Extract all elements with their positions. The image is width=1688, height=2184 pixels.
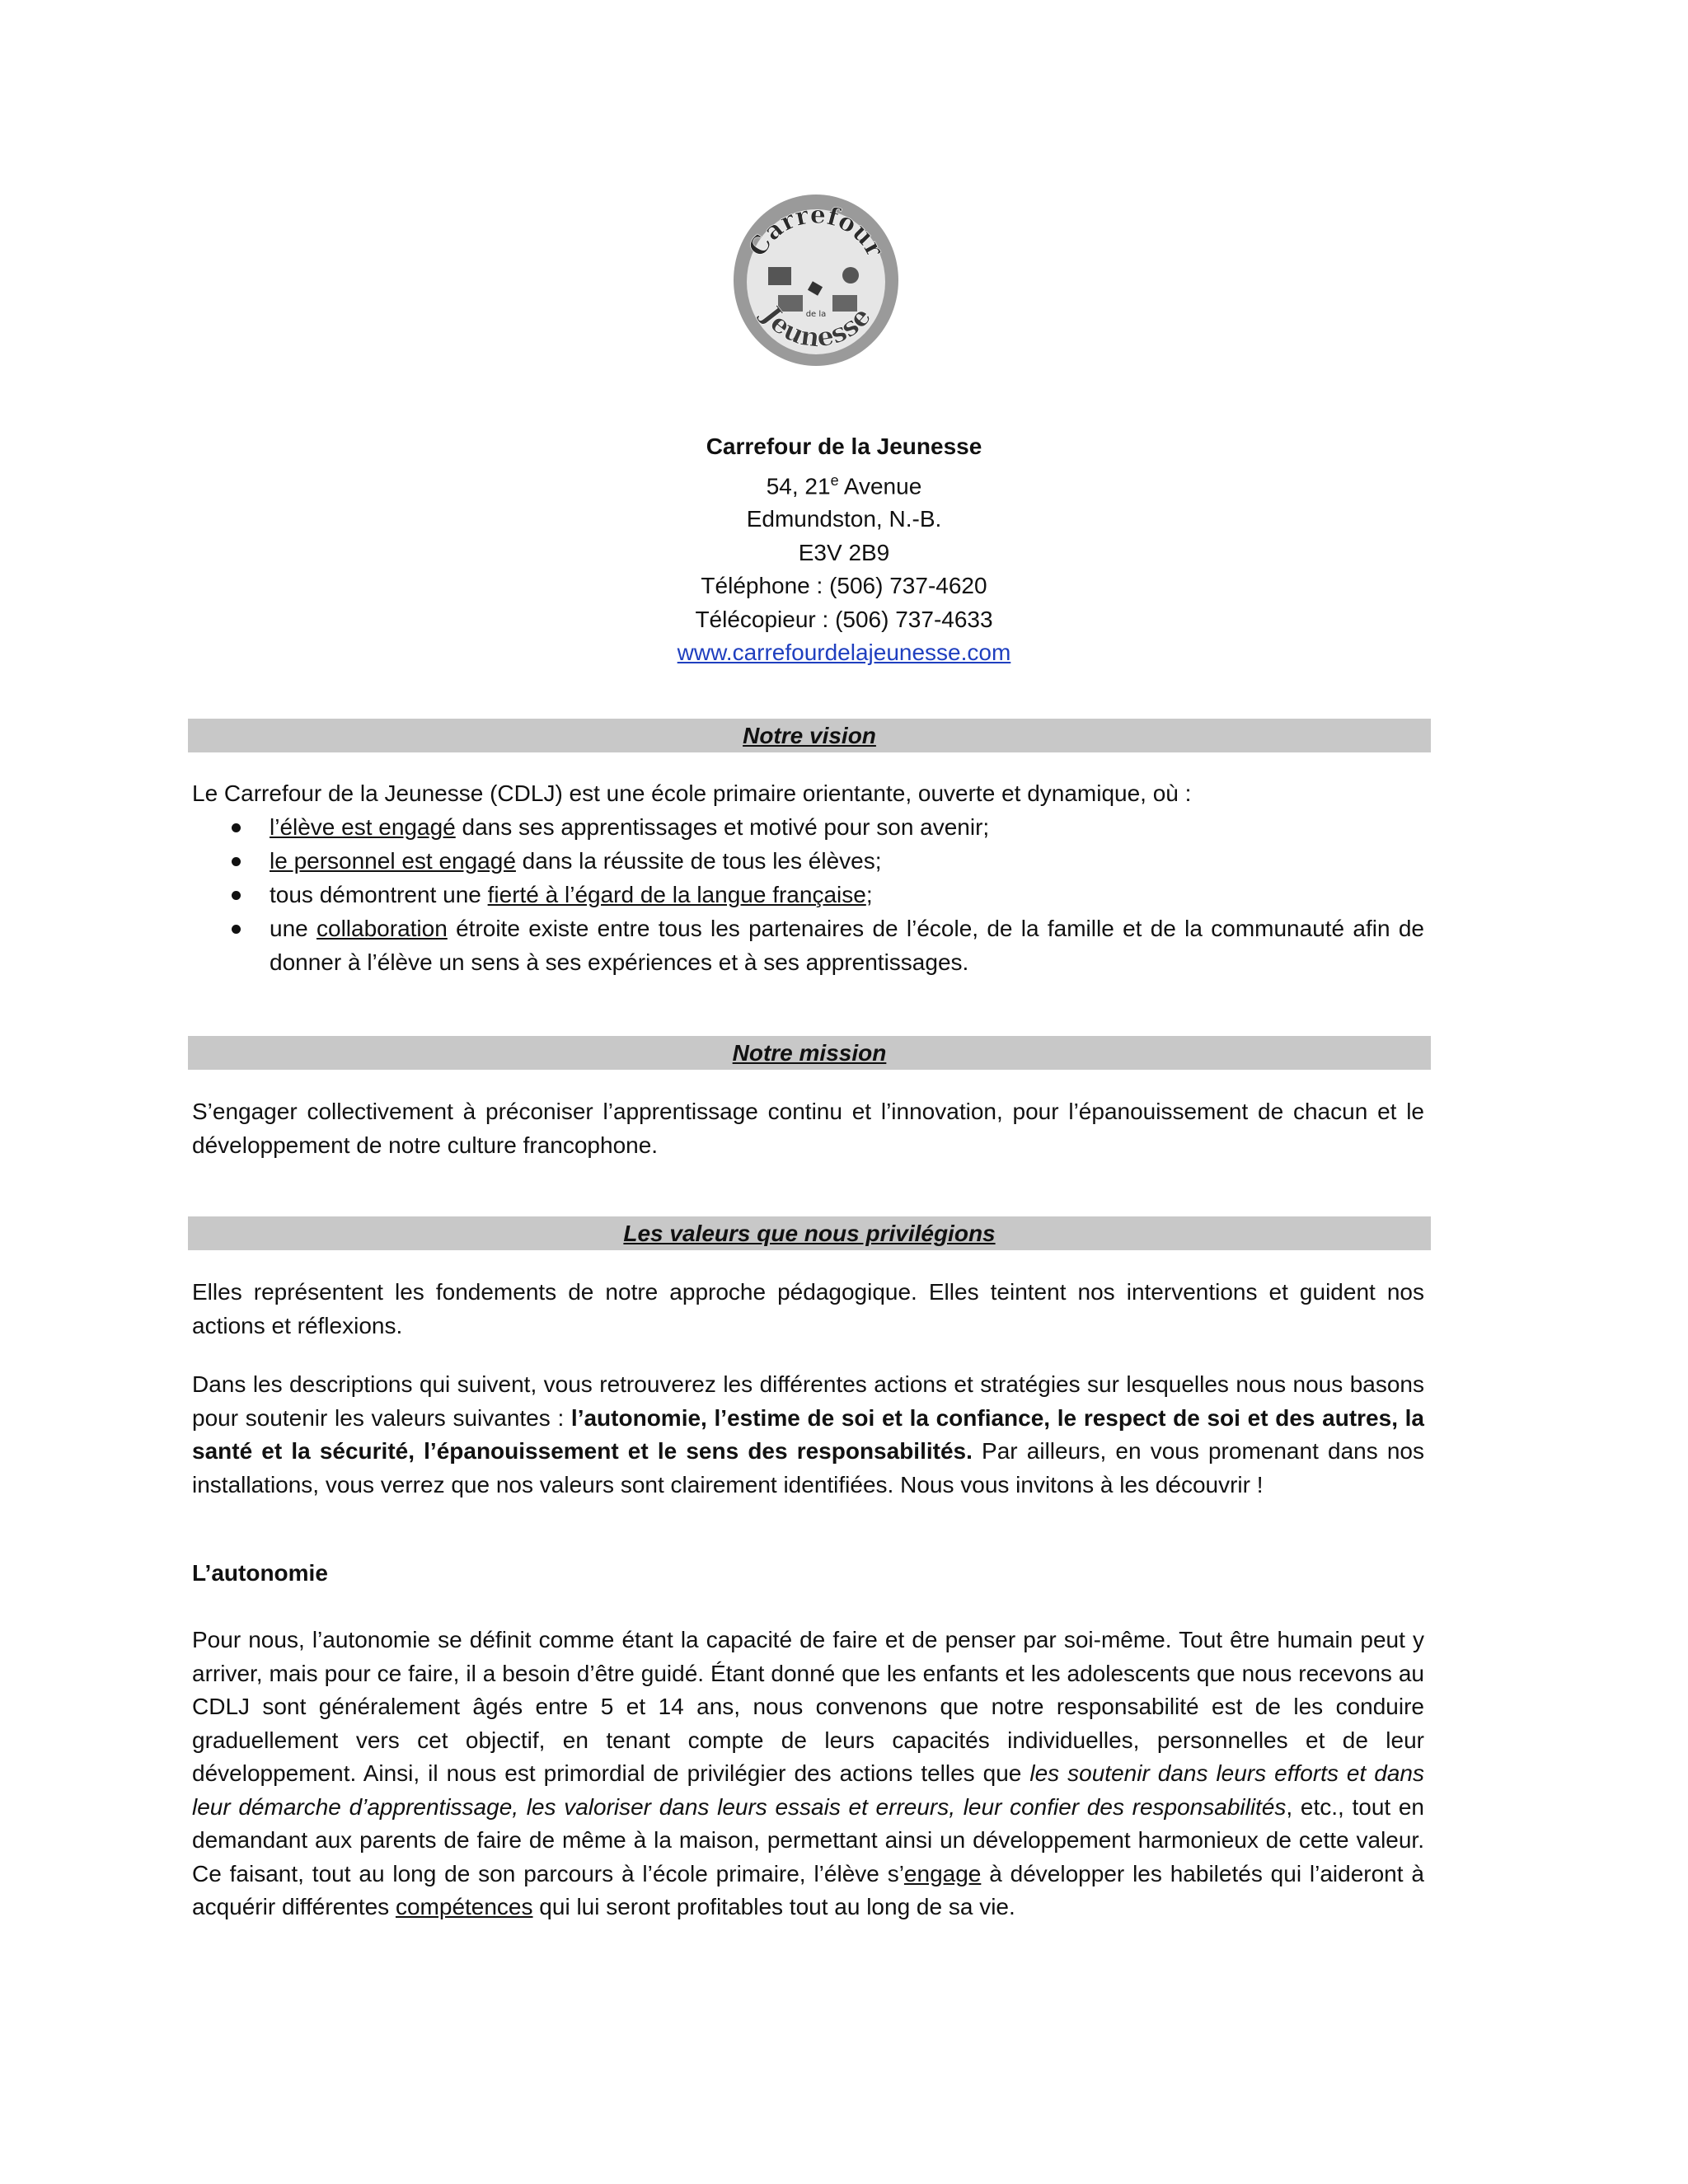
vision-heading: Notre vision — [188, 719, 1431, 752]
bullet-icon — [232, 857, 241, 866]
mission-paragraph — [192, 1095, 1424, 1162]
bullet-text: tous démontrent une — [270, 882, 488, 907]
org-name: Carrefour de la Jeunesse — [706, 434, 982, 459]
values-intro-text: Elles représentent les fondements de notre approche pédagogique. Elles teintent nos interventions et guident nos actions et réflexions. — [192, 1279, 1424, 1338]
phone-line: Téléphone : (506) 737-4620 — [701, 573, 987, 599]
bullet-text: dans la réussite de tous les élèves; — [515, 848, 882, 874]
values-intro-paragraph — [192, 1276, 1424, 1343]
bullet-text: une — [270, 916, 317, 941]
values-description-paragraph — [192, 1368, 1424, 1502]
fax-line: Télécopieur : (506) 737-4633 — [695, 606, 993, 632]
autonomie-italic: les soutenir dans leurs efforts et dans leur démarche d’apprentissage, les valoriser dans leurs essais et erreurs, leur confier des responsabilités — [192, 1760, 1424, 1820]
autonomie-text-4: qui lui seront profitables tout au long de sa vie. — [532, 1894, 1015, 1919]
postal-code: E3V 2B9 — [798, 539, 890, 565]
bullet-text: étroite existe entre tous les partenaires de l’école, de la famille et de la communauté afin de donner à l’élève un sens à ses expériences et à ses apprentissages. — [270, 916, 1424, 975]
autonomie-text-3: à développer les habiletés qui l’aideront à acquérir différentes — [192, 1860, 1424, 1919]
list-item — [192, 878, 1424, 912]
list-item — [192, 810, 1424, 844]
logo-text-bottom: Jeunesse — [756, 300, 878, 354]
bullet-emphasis: collaboration — [316, 916, 448, 941]
autonomie-text-2: , etc., tout en demandant aux parents de faire de même à la maison, permettant ainsi un développement harmonieux de cette valeur. Ce faisant, tout au long de son parcours à l’école primaire, l’élève s’ — [192, 1793, 1424, 1886]
mission-text: S’engager collectivement à préconiser l’apprentissage continu et l’innovation, pour l’épanouissement de chacun et le développement de notre culture francophone. — [192, 1099, 1424, 1158]
list-item — [192, 844, 1424, 878]
vision-bullet-list — [192, 810, 1424, 979]
street-line — [432, 464, 1256, 504]
autonomie-heading: L’autonomie — [192, 1560, 328, 1586]
bullet-icon — [232, 891, 241, 900]
bullet-icon — [232, 823, 241, 832]
street-number: 54, 21 — [766, 472, 831, 499]
city-line: Edmundston, N.-B. — [746, 506, 942, 532]
list-item — [192, 912, 1424, 979]
bullet-emphasis: le personnel est engagé — [270, 848, 516, 874]
address-block — [432, 430, 1256, 670]
logo-text-mid: de la — [805, 310, 827, 319]
website-link[interactable]: www.carrefourdelajeunesse.com — [677, 640, 1011, 666]
logo-graphic — [727, 191, 905, 369]
bullet-emphasis: l’élève est engagé — [270, 814, 456, 840]
engage-underlined: engage — [903, 1860, 982, 1886]
bullet-text: ; — [865, 882, 873, 907]
bullet-emphasis: fierté à l’égard de la langue française — [487, 882, 866, 907]
vision-intro-text: Le Carrefour de la Jeunesse (CDLJ) est une école primaire orientante, ouverte et dynamique, où : — [192, 780, 1192, 806]
school-logo — [727, 191, 905, 369]
autonomie-paragraph — [192, 1624, 1424, 1924]
street-rest: Avenue — [838, 472, 922, 499]
logo-text-top: Carrefour — [743, 200, 889, 262]
values-desc-text-end: Par ailleurs, en vous promenant dans nos installations, vous verrez que nos valeurs sont clairement identifiées. Nous vous invitons à les découvrir ! — [192, 1438, 1424, 1497]
mission-heading: Notre mission — [188, 1036, 1431, 1070]
autonomie-text: Pour nous, l’autonomie se définit comme étant la capacité de faire et de penser par soi-même. Tout être humain peut y arriver, mais pour ce faire, il a besoin d’être guidé. Étant donné que les enfants et les adolescents que nous recevons au CDLJ sont généralement âgés entre 5 et 14 ans, nous convenons que notre responsabilité est de les conduire graduellement vers cet objectif, en tenant compte de leurs capacités individuelles, personnelles et de leur développement. Ainsi, il nous est primordial de privilégier des actions telles que — [192, 1627, 1424, 1786]
competences-underlined: compétences — [395, 1894, 533, 1919]
bullet-icon — [232, 925, 241, 934]
bullet-text: dans ses apprentissages et motivé pour son avenir; — [455, 814, 990, 840]
street-superscript: e — [830, 471, 839, 489]
values-heading: Les valeurs que nous privilégions — [188, 1216, 1431, 1250]
values-list-bold: l’autonomie, l’estime de soi et la confiance, le respect de soi et des autres, la santé et la sécurité, l’épanouissement et le sens des responsabilités. — [192, 1404, 1425, 1464]
values-desc-text: Dans les descriptions qui suivent, vous retrouverez les différentes actions et stratégies sur lesquelles nous nous basons pour soutenir les valeurs suivantes : — [192, 1371, 1424, 1431]
vision-intro — [192, 777, 1424, 811]
